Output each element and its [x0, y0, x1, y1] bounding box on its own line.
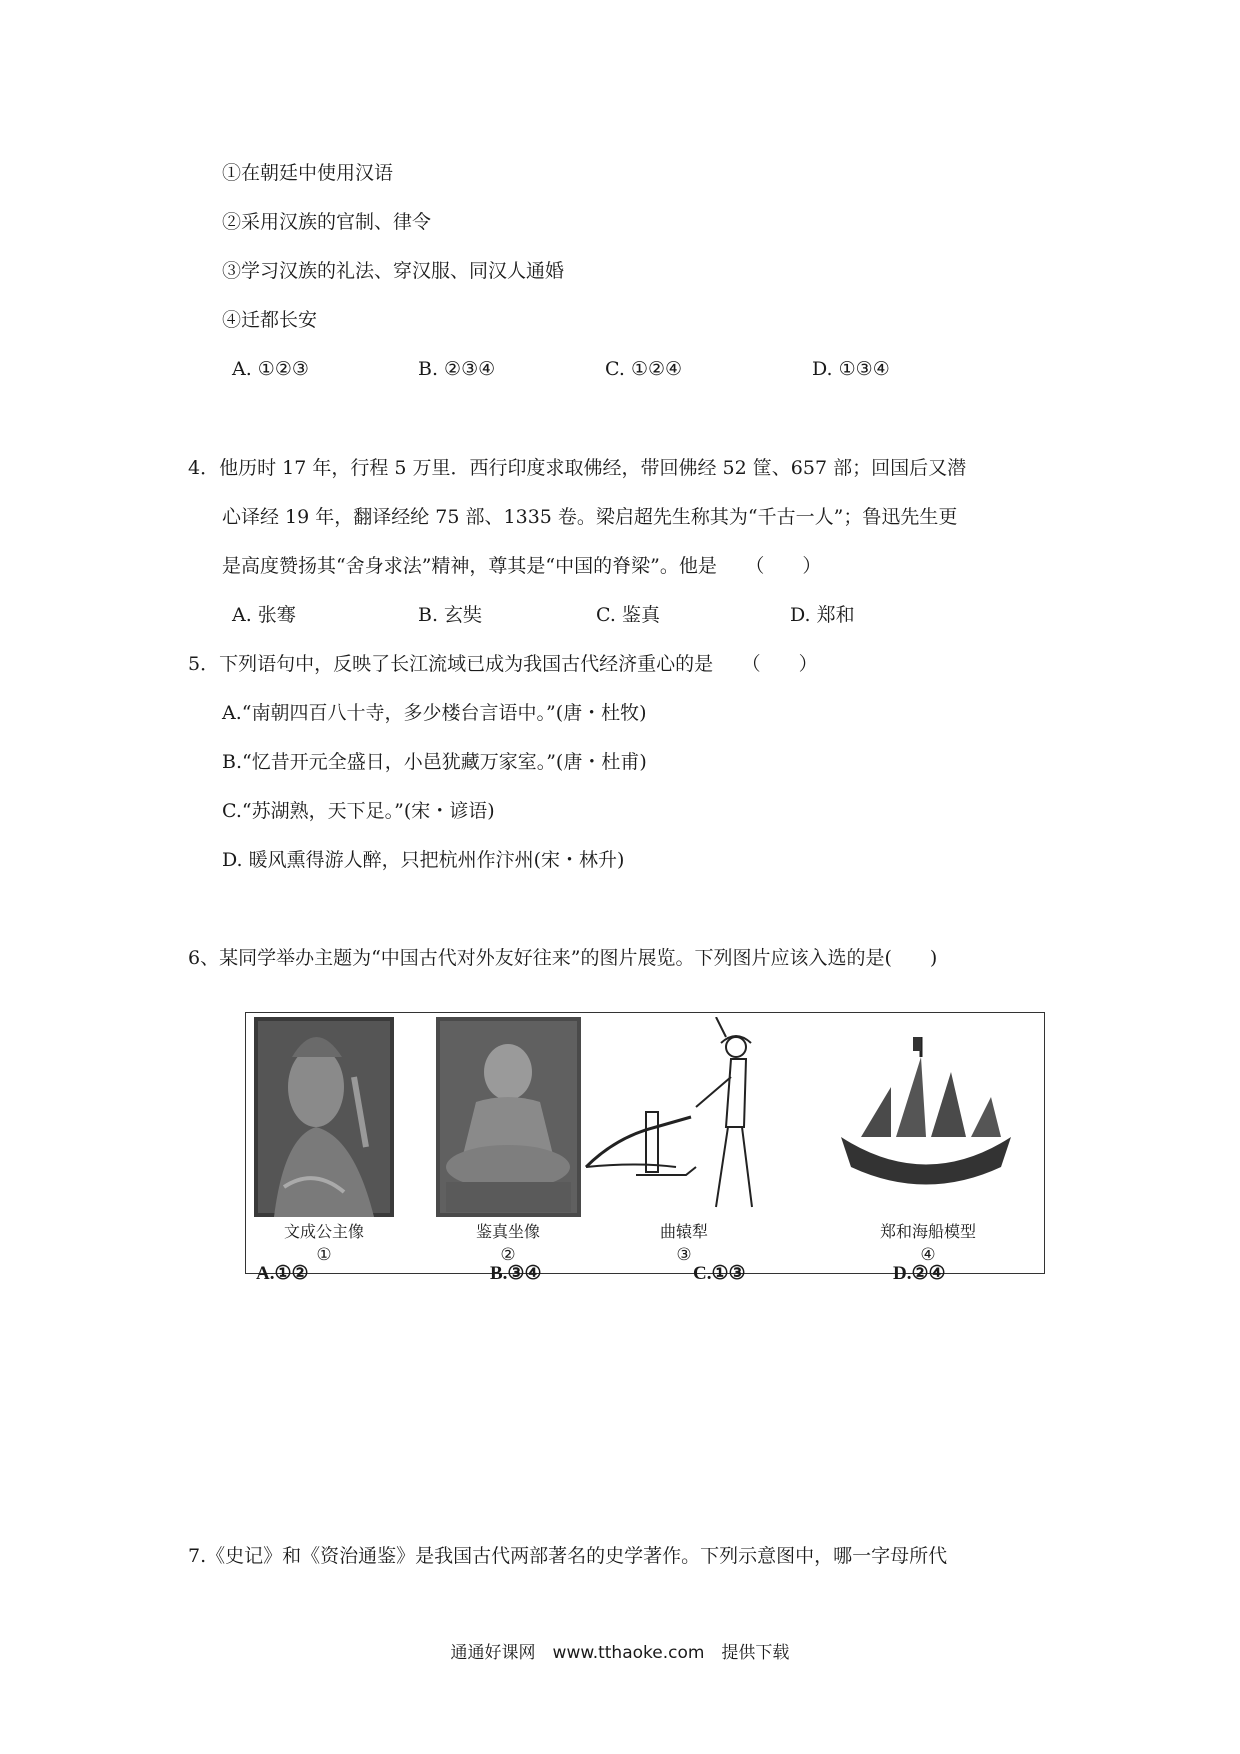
caption-number-2: ② [500, 1245, 516, 1265]
caption-3: 曲辕犁 [659, 1222, 708, 1241]
q4-stem-line-3: 是高度赞扬其“舍身求法”精神，尊其是“中国的脊梁”。他是 （ ） [222, 555, 822, 577]
q5-option-b: B.“忆昔开元全盛日，小邑犹藏万家室。”(唐・杜甫) [222, 751, 647, 773]
caption-number-4: ④ [920, 1245, 936, 1265]
q5-option-c: C.“苏湖熟，天下足。”(宋・谚语) [222, 800, 495, 822]
q4-option-c: C. 鉴真 [596, 604, 660, 626]
q6-stem: 6、某同学举办主题为“中国古代对外友好往来”的图片展览。下列图片应该入选的是( ) [188, 947, 938, 969]
caption-2: 鉴真坐像 [475, 1222, 540, 1241]
q4-stem-line-2: 心译经 19 年，翻译经纶 75 部、1335 卷。梁启超先生称其为“千古一人”；鲁迅先生更 [222, 506, 958, 528]
q4-option-a: A. 张骞 [232, 604, 296, 626]
q3-item-1: ①在朝廷中使用汉语 [222, 162, 394, 184]
caption-4: 郑和海船模型 [879, 1222, 976, 1241]
q4-option-b: B. 玄奘 [418, 604, 483, 626]
q6-picture-strip [245, 1012, 1045, 1274]
q3-option-a: A. ①②③ [232, 358, 309, 380]
q5-option-a: A.“南朝四百八十寺，多少楼台言语中。”(唐・杜牧) [222, 702, 647, 724]
q6-option-a: A.①② [256, 1263, 309, 1284]
q3-option-c: C. ①②④ [605, 358, 683, 380]
caption-1: 文成公主像 [283, 1222, 364, 1241]
q4-stem-line-1: 4．他历时 17 年，行程 5 万里．西行印度求取佛经，带回佛经 52 筐、657 部；回国后又潜 [188, 457, 967, 479]
q3-item-4: ④迁都长安 [222, 309, 318, 331]
princess-wencheng-statue-image [254, 1017, 394, 1217]
q3-option-b: B. ②③④ [418, 358, 496, 380]
q7-stem: 7.《史记》和《资治通鉴》是我国古代两部著名的史学著作。下列示意图中，哪一字母所代 [188, 1545, 948, 1567]
q5-option-d: D. 暖风熏得游人醉，只把杭州作汴州(宋・林升) [222, 849, 625, 871]
caption-number-1: ① [316, 1245, 332, 1265]
q4-option-d: D. 郑和 [790, 604, 855, 626]
quyuan-plough-drawing [576, 1017, 791, 1217]
jianzhen-seated-statue-image [436, 1017, 581, 1217]
q6-option-d: D.②④ [893, 1263, 946, 1284]
q3-option-d: D. ①③④ [812, 358, 890, 380]
q3-item-2: ②采用汉族的官制、律令 [222, 211, 432, 233]
q6-option-c: C.①③ [693, 1263, 746, 1284]
zheng-he-ship-model-image [831, 1017, 1021, 1217]
q6-option-b: B.③④ [490, 1263, 542, 1284]
page-footer: 通通好课网 www.tthaoke.com 提供下载 [450, 1643, 790, 1663]
q5-stem: 5．下列语句中，反映了长江流域已成为我国古代经济重心的是 （ ） [188, 653, 818, 675]
q3-item-3: ③学习汉族的礼法、穿汉服、同汉人通婚 [222, 260, 565, 282]
caption-number-3: ③ [676, 1245, 692, 1265]
